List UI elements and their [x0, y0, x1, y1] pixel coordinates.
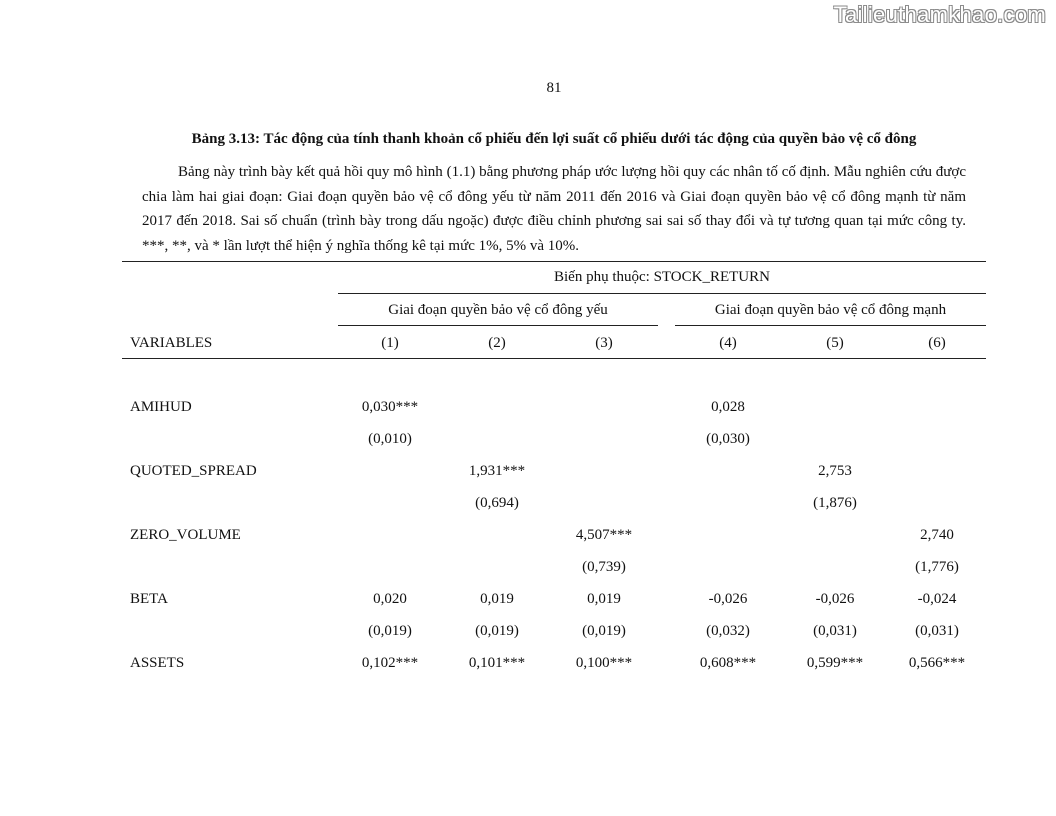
group-weak-label: Giai đoạn quyền bảo vệ cổ đông yếu — [388, 302, 608, 318]
standard-error-cell: (0,019) — [368, 623, 412, 639]
coefficient-cell: 0,102*** — [361, 655, 419, 671]
coefficient-cell: 0,599*** — [806, 655, 864, 671]
variable-label: ASSETS — [130, 655, 185, 671]
variable-label: QUOTED_SPREAD — [130, 463, 257, 479]
coefficient-cell: 1,931*** — [468, 463, 526, 479]
coefficient-cell: 0,019 — [480, 591, 514, 607]
coefficient-cell: 0,608*** — [699, 655, 757, 671]
group-weak-rule — [338, 325, 658, 326]
coefficient-cell: 0,028 — [711, 399, 745, 415]
standard-error-cell: (0,019) — [475, 623, 519, 639]
variable-label: AMIHUD — [130, 399, 192, 415]
standard-error-cell: (0,739) — [582, 559, 626, 575]
column-header: (4) — [719, 335, 737, 351]
coefficient-cell: 2,753 — [818, 463, 852, 479]
column-header: (2) — [488, 335, 506, 351]
coefficient-cell: 4,507*** — [575, 527, 633, 543]
watermark: Tailieuthamkhao.com — [833, 2, 1046, 27]
coefficient-cell: 0,030*** — [361, 399, 419, 415]
table-description: Bảng này trình bày kết quả hồi quy mô hình (1.1) bằng phương pháp ước lượng hồi quy các nhân tố cố định. Mẫu nghiên cứu được chia làm hai giai đoạn: Giai đoạn quyền bảo vệ cổ đông yếu từ năm 2011 đến 2016 và Giai đoạn quyền bảo vệ cổ đông mạnh từ năm 2017 đến 2018. Sai số chuẩn (trình bày trong dấu ngoặc) được điều chỉnh phương sai sai số thay đổi và tự tương quan tại mức công ty. ***, **, và * lần lượt thể hiện ý nghĩa thống kê tại mức 1%, 5% và 10%. — [142, 164, 966, 254]
table-top-rule — [122, 261, 986, 262]
dependent-variable-rule — [338, 293, 986, 294]
standard-error-cell: (0,694) — [475, 495, 519, 511]
variables-header: VARIABLES — [130, 335, 213, 351]
column-header: (3) — [595, 335, 613, 351]
coefficient-cell: 0,566*** — [908, 655, 966, 671]
coefficient-cell: -0,026 — [708, 591, 748, 607]
standard-error-cell: (1,876) — [813, 495, 857, 511]
coefficient-cell: -0,026 — [815, 591, 855, 607]
coefficient-cell: 0,101*** — [468, 655, 526, 671]
header-bottom-rule — [122, 358, 986, 359]
table-caption: Bảng 3.13: Tác động của tính thanh khoản cổ phiếu đến lợi suất cổ phiếu dưới tác động của quyền bảo vệ cổ đông — [191, 131, 917, 147]
group-strong-rule — [675, 325, 986, 326]
column-header: (6) — [928, 335, 946, 351]
coefficient-cell: 0,019 — [587, 591, 621, 607]
standard-error-cell: (0,032) — [706, 623, 750, 639]
variable-label: ZERO_VOLUME — [130, 527, 241, 543]
coefficient-cell: 2,740 — [920, 527, 954, 543]
dependent-variable-label: Biến phụ thuộc: STOCK_RETURN — [554, 269, 770, 285]
standard-error-cell: (0,019) — [582, 623, 626, 639]
group-strong-label: Giai đoạn quyền bảo vệ cổ đông mạnh — [714, 302, 947, 318]
standard-error-cell: (1,776) — [915, 559, 959, 575]
standard-error-cell: (0,010) — [368, 431, 412, 447]
coefficient-cell: 0,020 — [373, 591, 407, 607]
coefficient-cell: 0,100*** — [575, 655, 633, 671]
standard-error-cell: (0,030) — [706, 431, 750, 447]
standard-error-cell: (0,031) — [915, 623, 959, 639]
standard-error-cell: (0,031) — [813, 623, 857, 639]
page-number: 81 — [546, 80, 562, 96]
variable-label: BETA — [130, 591, 168, 607]
column-header: (5) — [826, 335, 844, 351]
column-header: (1) — [381, 335, 399, 351]
coefficient-cell: -0,024 — [917, 591, 957, 607]
